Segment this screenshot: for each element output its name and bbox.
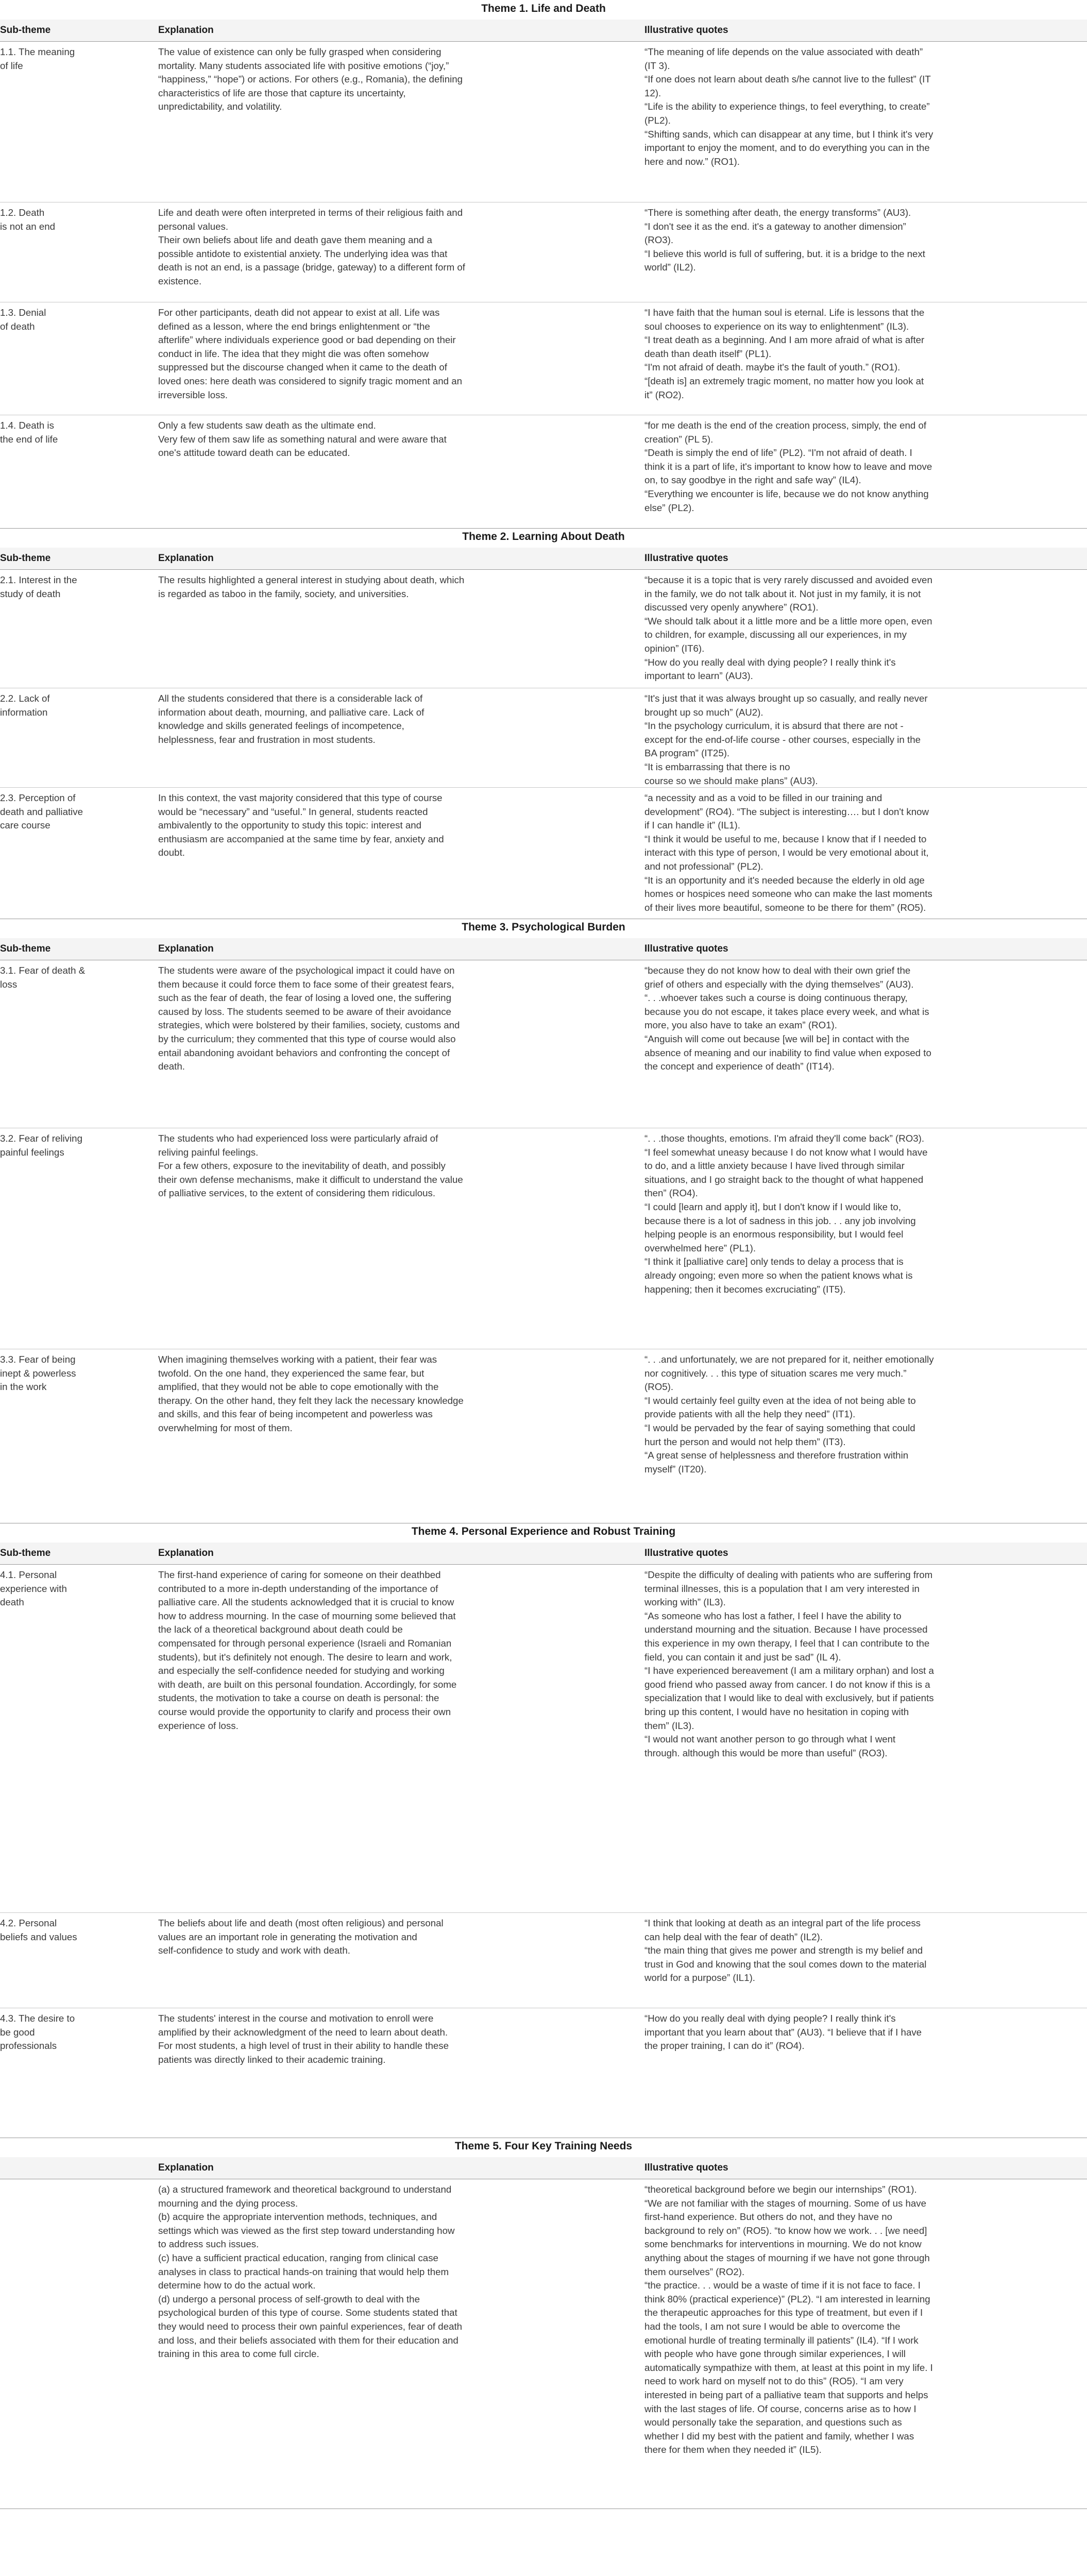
quotes-cell: “because it is a topic that is very rarely discussed and avoided even in the family, we do not talk about it. Not just in my family, it is not discussed very openly anywhere” (RO1). “We should talk about it a little more and be a little more open, even to children, for example, discussing all our experiences, in my opinion” (IT6). “How do you really deal with dying people? I really think it's important to learn” (AU3).	[644, 574, 932, 682]
subtheme-cell: 3.3. Fear of being inept & powerless in the work	[0, 1354, 76, 1393]
subtheme-cell: 3.2. Fear of reliving painful feelings	[0, 1133, 82, 1158]
table-row	[0, 1912, 1087, 2008]
subtheme-cell: 1.4. Death is the end of life	[0, 420, 58, 445]
theme-3-section	[0, 919, 1087, 1523]
table-row	[0, 302, 1087, 415]
theme-title: Theme 3. Psychological Burden	[0, 919, 1087, 939]
table-header	[0, 1543, 1087, 1565]
quotes-cell: “for me death is the end of the creation process, simply, the end of creation” (PL 5). “Death is simply the end of life” (PL2). “I'm not afraid of death. I think it is a part of life, it's important to know how to leave and move on, to say goodbye in the right and safe way” (IL4). “Everything we encounter is life, because we do not know anything else” (PL2).	[644, 420, 932, 513]
table-row	[0, 787, 1087, 919]
quotes-cell: “How do you really deal with dying people? I really think it's important that you learn about that” (AU3). “I believe that if I have the proper training, I can do it” (RO4).	[644, 2013, 922, 2052]
subtheme-cell: 1.3. Denial of death	[0, 307, 46, 332]
quotes-cell: “theoretical background before we begin our internships” (RO1). “We are not familiar with the stages of mourning. Some of us have first-hand experience. But others do not, and they have no background to rely on” (RO5). “to know how we work. . . [we need] some benchmarks for interventions in mourning. We do not know anything about the stages of mourning if we have not gone through them ourselves” (RO2). “the practice. . . would be a waste of time if it is not face to face. I think 80% (practical experience)” (PL2). “I am interested in learning the therapeutic approaches for this type of treatment, but even if I had the tools, I am not sure I would be able to overcome the emotional hurdle of treating terminally ill patients” (IL4). “If I work with people who have gone through similar experiences, I will automatically sympathize with them, at least at this point in my life. I need to work hard on myself not to do this” (RO5). “I am very interested in being part of a palliative team that supports and helps with the last stages of life. Of course, concerns arise as to how I would personally take the separation, and questions such as whether I did my best with the patient and family, whether I was there for them when they needed it” (IL5).	[644, 2184, 933, 2455]
table-row	[0, 2008, 1087, 2138]
explanation-cell: The first-hand experience of caring for someone on their deathbed contributed to a more in-depth understanding of the importance of palliative care. All the students acknowledged that it is crucial to know how to address mourning. In the case of mourning some believed that the lack of a theoretical background about death could be compensated for through personal experience (Israeli and Romanian students), but it's definitely not enough. The desire to learn and work, and especially the self-confidence needed for studying and working with death, are built on this personal foundation. Accordingly, for some students, the motivation to take a course on death is personal: the course would provide the opportunity to clarify and process their own experience of loss.	[158, 1569, 457, 1731]
table-row	[0, 1564, 1087, 1913]
table-row	[0, 41, 1087, 202]
table-row	[0, 688, 1087, 788]
explanation-cell: The students were aware of the psychological impact it could have on them because it could force them to face some of their greatest fears, such as the fear of death, the fear of losing a loved one, the suffering caused by loss. The students seemed to be aware of their avoidance strategies, which were bolstered by their families, society, customs and by the curriculum; they commented that this type of course would also entail abandoning avoidant behaviors and confronting the concept of death.	[158, 965, 460, 1072]
quotes-cell: “Despite the difficulty of dealing with patients who are suffering from terminal illnesses, this is a population that I am very interested in working with” (IL3). “As someone who has lost a father, I feel I have the ability to understand mourning and the situation. Because I have processed this experience in my own therapy, I feel that I can contribute to the field, you can contain it and just be sad” (IL 4). “I have experienced bereavement (I am a military orphan) and lost a good friend who passed away from cancer. I do not know if this is a specialization that I would like to deal with exclusively, but if patients bring up this content, I would have no hesitation in coping with them” (IL3). “I would not want another person to go through what I went through. although this would be more than useful” (RO3).	[644, 1569, 934, 1758]
subtheme-cell: 1.1. The meaning of life	[0, 46, 75, 71]
quotes-cell: “The meaning of life depends on the value associated with death” (IT 3). “If one does not learn about death s/he cannot live to the fullest” (IT 12). “Life is the ability to experience things, to feel everything, to create” (PL2). “Shifting sands, which can disappear at any time, but I think it's very important to enjoy the moment, and to do everything you can in the here and now.” (RO1).	[644, 46, 933, 167]
table-row	[0, 960, 1087, 1128]
table-row	[0, 415, 1087, 529]
quotes-header: Illustrative quotes	[644, 553, 728, 564]
theme-4-section	[0, 1523, 1087, 2138]
explanation-header: Explanation	[158, 1548, 214, 1558]
explanation-cell: In this context, the vast majority considered that this type of course would be “necessary” and “useful.” In general, students reacted ambivalently to the opportunity to study this topic: interest and enthusiasm are accompanied at the same time by fear, anxiety and doubt.	[158, 792, 444, 858]
quotes-cell: “It's just that it was always brought up so casually, and really never brought up so much” (AU2). “In the psychology curriculum, it is absurd that there are not - except for the end-of-life course - other courses, especially in the BA program” (IT25). “It is embarrassing that there is no course so we should make plans” (AU3).	[644, 693, 928, 786]
explanation-header: Explanation	[158, 2162, 214, 2173]
explanation-cell: The students who had experienced loss were particularly afraid of reliving painful feelings. For a few others, exposure to the inevitability of death, and possibly their own defense mechanisms, make it difficult to understand the value of palliative services, to the extent of considering them ridiculous.	[158, 1133, 463, 1199]
quotes-header: Illustrative quotes	[644, 25, 728, 36]
table-header	[0, 20, 1087, 42]
subtheme-cell: 2.2. Lack of information	[0, 693, 50, 718]
subtheme-cell: 4.2. Personal beliefs and values	[0, 1918, 77, 1942]
theme-title: Theme 1. Life and Death	[0, 0, 1087, 20]
explanation-header: Explanation	[158, 553, 214, 564]
subtheme-header: Sub-theme	[0, 25, 51, 36]
explanation-cell: The results highlighted a general interest in studying about death, which is regarded as taboo in the family, society, and universities.	[158, 574, 465, 599]
quotes-cell: “I have faith that the human soul is eternal. Life is lessons that the soul chooses to experience on its way to enlightenment” (IL3). “I treat death as a beginning. And I am more afraid of what is after death than death itself” (PL1). “I'm not afraid of death. maybe it's the fault of youth.” (RO1). “[death is] an extremely tragic moment, no matter how you look at it” (RO2).	[644, 307, 925, 400]
subtheme-cell: 3.1. Fear of death & loss	[0, 965, 86, 990]
subtheme-cell: 4.1. Personal experience with death	[0, 1569, 67, 1608]
explanation-cell: Life and death were often interpreted in terms of their religious faith and personal values. Their own beliefs about life and death gave them meaning and a possible antidote to existential anxiety. The underlying idea was that death is not an end, is a passage (bridge, gateway) to a different form of existence.	[158, 207, 465, 286]
table-row	[0, 569, 1087, 688]
theme-2-section	[0, 528, 1087, 919]
theme-5-section	[0, 2138, 1087, 2576]
subtheme-cell: 1.2. Death is not an end	[0, 207, 56, 232]
table-row	[0, 1128, 1087, 1349]
table-row	[0, 1349, 1087, 1523]
quotes-cell: “I think that looking at death as an integral part of the life process can help deal with the fear of death” (IL2). “the main thing that gives me power and strength is my belief and trust in God and knowing that the soul comes down to the material world for a purpose” (IL1).	[644, 1918, 927, 1984]
quotes-header: Illustrative quotes	[644, 943, 728, 954]
explanation-cell: The value of existence can only be fully grasped when considering mortality. Many students associated life with positive emotions (“joy,” “happiness,” “hope”) or actions. For others (e.g., Romania), the defining characteristics of life are those that capture its uncertainty, unpredictability, and volatility.	[158, 46, 463, 112]
table-header	[0, 548, 1087, 570]
explanation-cell: The beliefs about life and death (most often religious) and personal values are an important role in generating the motivation and self-confidence to study and work with death.	[158, 1918, 444, 1956]
quotes-cell: “a necessity and as a void to be filled in our training and development” (RO4). “The subject is interesting…. but I don't know if I can handle it” (IL1). “I think it would be useful to me, because I know that if I needed to interact with this type of person, I would be very emotional about it, and not professional” (PL2). “It is an opportunity and it's needed because the elderly in old age homes or hospices need someone who can make the last moments of their lives more beautiful, someone to be there for them” (RO5).	[644, 792, 932, 913]
quotes-cell: “. . .and unfortunately, we are not prepared for it, neither emotionally nor cognitively. . . this type of situation scares me very much.” (RO5). “I would certainly feel guilty even at the idea of not being able to provide patients with all the help they need” (IT1). “I would be pervaded by the fear of saying something that could hurt the person and would not help them” (IT3). “A great sense of helplessness and therefore frustration within myself” (IT20).	[644, 1354, 934, 1475]
quotes-header: Illustrative quotes	[644, 1548, 728, 1558]
explanation-cell: When imagining themselves working with a patient, their fear was twofold. On the one hand, they experienced the same fear, but amplified, that they would not be able to cope emotionally with the therapy. On the other hand, they felt they lack the necessary knowledge and skills, and this fear of being incompetent and powerless was overwhelming for most of them.	[158, 1354, 464, 1433]
quotes-cell: “. . .those thoughts, emotions. I'm afraid they'll come back” (RO3). “I feel somewhat uneasy because I do not know what I would have to do, and a little anxiety because I have lived through similar situations, and I go straight back to the thought of what happened then” (RO4). “I could [learn and apply it], but I don't know if I would like to, because there is a lot of sadness in this job. . . any job involving helping people is an enormous responsibility, but I would feel overwhelmed here” (PL1). “I think it [palliative care] only tends to delay a process that is already ongoing; even more so when the patient knows what is happening; then it becomes excruciating” (IT5).	[644, 1133, 928, 1295]
subtheme-header: Sub-theme	[0, 553, 51, 564]
quotes-header: Illustrative quotes	[644, 2162, 728, 2173]
quotes-cell: “There is something after death, the energy transforms” (AU3). “I don't see it as the end. it's a gateway to another dimension” (RO3). “I believe this world is full of suffering, but. it is a bridge to the next world” (IL2).	[644, 207, 925, 273]
explanation-cell: (a) a structured framework and theoretical background to understand mourning and the dying process. (b) acquire the appropriate intervention methods, techniques, and settings which was viewed as the first step toward understanding how to address such issues. (c) have a sufficient practical education, ranging from clinical case analyses in class to practical hands-on training that would help them determine how to do the actual work. (d) undergo a personal process of self-growth to deal with the psychological burden of this type of course. Some students stated that they would need to process their own painful experiences, fear of death and loss, and their beliefs associated with them for their education and training in this area to come full circle.	[158, 2184, 463, 2360]
subtheme-cell: 4.3. The desire to be good professionals	[0, 2013, 75, 2052]
theme-1-section	[0, 0, 1087, 528]
quotes-cell: “because they do not know how to deal with their own grief the grief of others and especially with the dying themselves” (AU3). “. . .whoever takes such a course is doing continuous therapy, because you do not escape, it takes place every week, and what is more, you also have to take an exam” (RO1). “Anguish will come out because [we will be] in contact with the absence of meaning and our inability to find value when exposed to the concept and experience of death” (IT14).	[644, 965, 931, 1072]
theme-title: Theme 5. Four Key Training Needs	[0, 2138, 1087, 2158]
explanation-cell: Only a few students saw death as the ultimate end. Very few of them saw life as something natural and were aware that one's attitude toward death can be educated.	[158, 420, 447, 459]
theme-title: Theme 2. Learning About Death	[0, 528, 1087, 548]
table-row	[0, 2179, 1087, 2509]
theme-title: Theme 4. Personal Experience and Robust Training	[0, 1523, 1087, 1543]
table-header	[0, 938, 1087, 960]
subtheme-cell: 2.1. Interest in the study of death	[0, 574, 77, 599]
explanation-header: Explanation	[158, 25, 214, 36]
subtheme-header: Sub-theme	[0, 943, 51, 954]
subtheme-header: Sub-theme	[0, 1548, 51, 1558]
explanation-cell: All the students considered that there is a considerable lack of information about death, mourning, and palliative care. Lack of knowledge and skills generated feelings of incompetence, helplessness, fear and frustration in most students.	[158, 693, 424, 745]
explanation-cell: For other participants, death did not appear to exist at all. Life was defined as a lesson, where the end brings enlightenment or “the afterlife” where individuals experience good or bad depending on their conduct in life. The idea that they might die was often somehow suppressed but the discourse changed when it came to the death of loved ones: here death was considered to signify tragic moment and an irreversible loss.	[158, 307, 463, 400]
table-header	[0, 2157, 1087, 2179]
explanation-header: Explanation	[158, 943, 214, 954]
explanation-cell: The students' interest in the course and motivation to enroll were amplified by their acknowledgment of the need to learn about death. For most students, a high level of trust in their ability to handle these patients was directly linked to their academic training.	[158, 2013, 449, 2065]
table-row	[0, 202, 1087, 302]
subtheme-cell: 2.3. Perception of death and palliative care course	[0, 792, 83, 831]
